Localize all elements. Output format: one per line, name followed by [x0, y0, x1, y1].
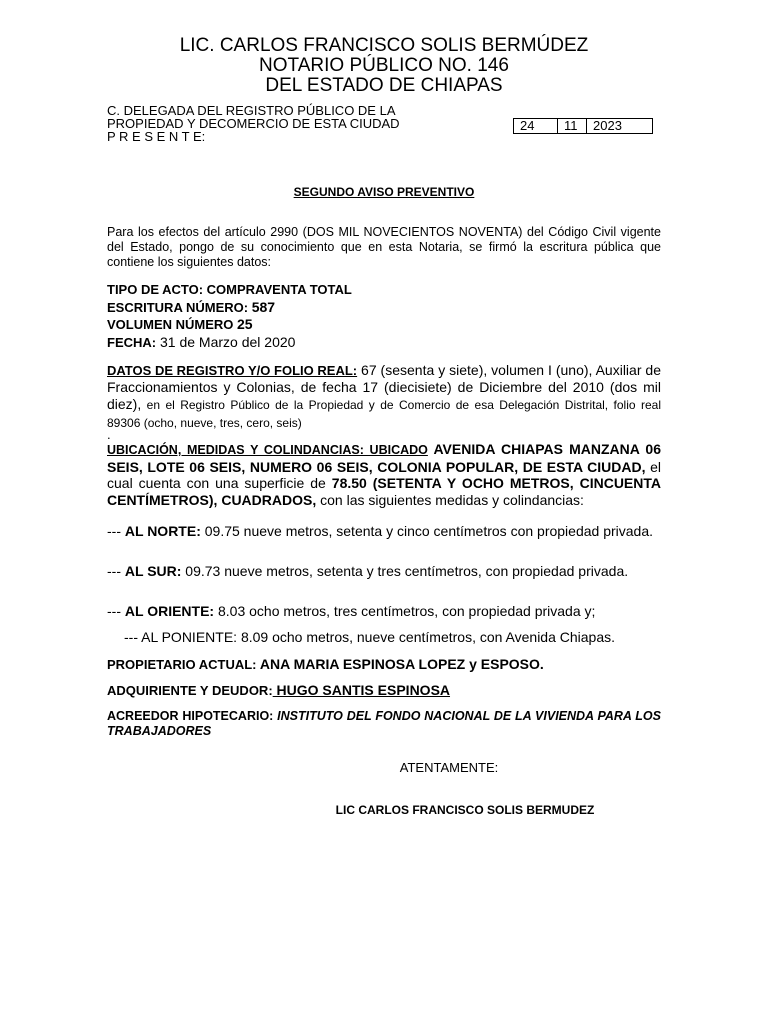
location-paragraph	[107, 441, 661, 508]
notary-state: DEL ESTADO DE CHIAPAS	[265, 75, 503, 96]
letterhead	[0, 36, 768, 96]
date-year: 2023	[593, 118, 622, 133]
location-label: UBICACIÓN, MEDIDAS Y COLINDANCIAS: UBICADO	[107, 443, 428, 457]
addressee-line-2: PROPIEDAD Y DECOMERCIO DE ESTA CIUDAD	[107, 116, 400, 131]
addressee-line-3: P R E S E N T E:	[107, 129, 206, 144]
boundary-east-text: 8.03 ocho metros, tres centímetros, con propiedad privada y;	[214, 603, 596, 619]
boundary-south-label: AL SUR:	[124, 563, 182, 579]
deed-date-label: FECHA:	[107, 334, 157, 350]
boundary-south-text: 09.73 nueve metros, setenta y tres centímetros, con propiedad privada.	[181, 563, 629, 579]
location-address: AVENIDA CHIAPAS MANZANA 06 SEIS, LOTE 06 SEIS, NUMERO 06 SEIS, COLONIA POPULAR, DE ESTA CIUDAD,	[107, 441, 661, 475]
addressee-block	[107, 104, 400, 143]
closing: ATENTAMENTE:	[399, 760, 499, 775]
deed-date	[107, 334, 661, 352]
acquirer-label: ADQUIRIENTE Y DEUDOR:	[107, 683, 273, 698]
notary-number: NOTARIO PÚBLICO NO. 146	[259, 55, 509, 76]
volume-number-value: 25	[237, 316, 253, 332]
registry-paragraph	[107, 362, 661, 432]
mortgage-creditor	[107, 709, 661, 739]
separator-dot: .	[107, 427, 111, 442]
boundary-north	[107, 523, 661, 539]
boundary-south	[107, 563, 661, 579]
boundary-north-prefix: ---	[107, 523, 125, 539]
location-text-2: con las siguientes medidas y colindancias:	[316, 491, 584, 508]
deed-number	[107, 299, 661, 317]
date-box	[513, 118, 653, 134]
boundary-south-prefix: ---	[107, 563, 125, 579]
volume-number	[107, 316, 661, 334]
date-day: 24	[514, 119, 558, 133]
document-title: SEGUNDO AVISO PREVENTIVO	[293, 185, 475, 199]
acquirer-name: HUGO SANTIS ESPINOSA	[272, 682, 451, 698]
act-details	[107, 282, 661, 351]
boundary-east	[107, 603, 661, 619]
volume-number-label: VOLUMEN NÚMERO	[107, 317, 237, 332]
addressee-line-1: C. DELEGADA DEL REGISTRO PÚBLICO DE LA	[107, 103, 396, 118]
boundary-north-label: AL NORTE:	[124, 523, 201, 539]
boundary-east-prefix: ---	[107, 603, 125, 619]
deed-number-label: ESCRITURA NÚMERO:	[107, 299, 252, 315]
registry-text-2: en el Registro Público de la Propiedad y de Comercio de esa Delegación Distrital, folio real 89306 (ocho, nueve, tres, cero, seis)	[107, 398, 661, 430]
current-owner	[107, 656, 661, 673]
signature-name: LIC CARLOS FRANCISCO SOLIS BERMUDEZ	[335, 803, 595, 817]
registry-text-1: 67 (sesenta y siete), volumen I (uno), Auxiliar de Fraccionamientos y Colonias, de fecha 17 (diecisiete) de Diciembre del 2010 (dos mil diez),	[107, 362, 661, 412]
registry-label: DATOS DE REGISTRO Y/O FOLIO REAL:	[107, 363, 358, 378]
mortgage-creditor-label: ACREEDOR HIPOTECARIO:	[107, 709, 278, 723]
acquirer	[107, 682, 661, 699]
boundary-east-label: AL ORIENTE:	[124, 603, 215, 619]
mortgage-creditor-name: INSTITUTO DEL FONDO NACIONAL DE LA VIVIENDA PARA LOS TRABAJADORES	[107, 709, 661, 738]
current-owner-label: PROPIETARIO ACTUAL:	[107, 657, 257, 672]
location-text-1: el cual cuenta con una superficie de	[107, 458, 661, 491]
location-area: 78.50 (SETENTA Y OCHO METROS, CINCUENTA CENTÍMETROS), CUADRADOS,	[107, 475, 661, 508]
boundary-north-text: 09.75 nueve metros, setenta y cinco centímetros con propiedad privada.	[200, 523, 654, 539]
current-owner-name: ANA MARIA ESPINOSA LOPEZ y ESPOSO.	[256, 656, 544, 672]
notary-name: LIC. CARLOS FRANCISCO SOLIS BERMÚDEZ	[179, 35, 589, 56]
boundary-west: --- AL PONIENTE: 8.09 ocho metros, nueve centímetros, con Avenida Chiapas.	[124, 629, 616, 645]
act-type: TIPO DE ACTO: COMPRAVENTA TOTAL	[107, 282, 352, 297]
deed-date-value: 31 de Marzo del 2020	[156, 333, 296, 350]
deed-number-value: 587	[251, 298, 276, 315]
date-month: 11	[558, 119, 587, 133]
intro-paragraph: Para los efectos del artículo 2990 (DOS MIL NOVECIENTOS NOVENTA) del Código Civil vigente del Estado, pongo de su conocimiento que en esta Notaria, se firmó la escritura pública que contiene los siguientes datos:	[107, 225, 661, 269]
